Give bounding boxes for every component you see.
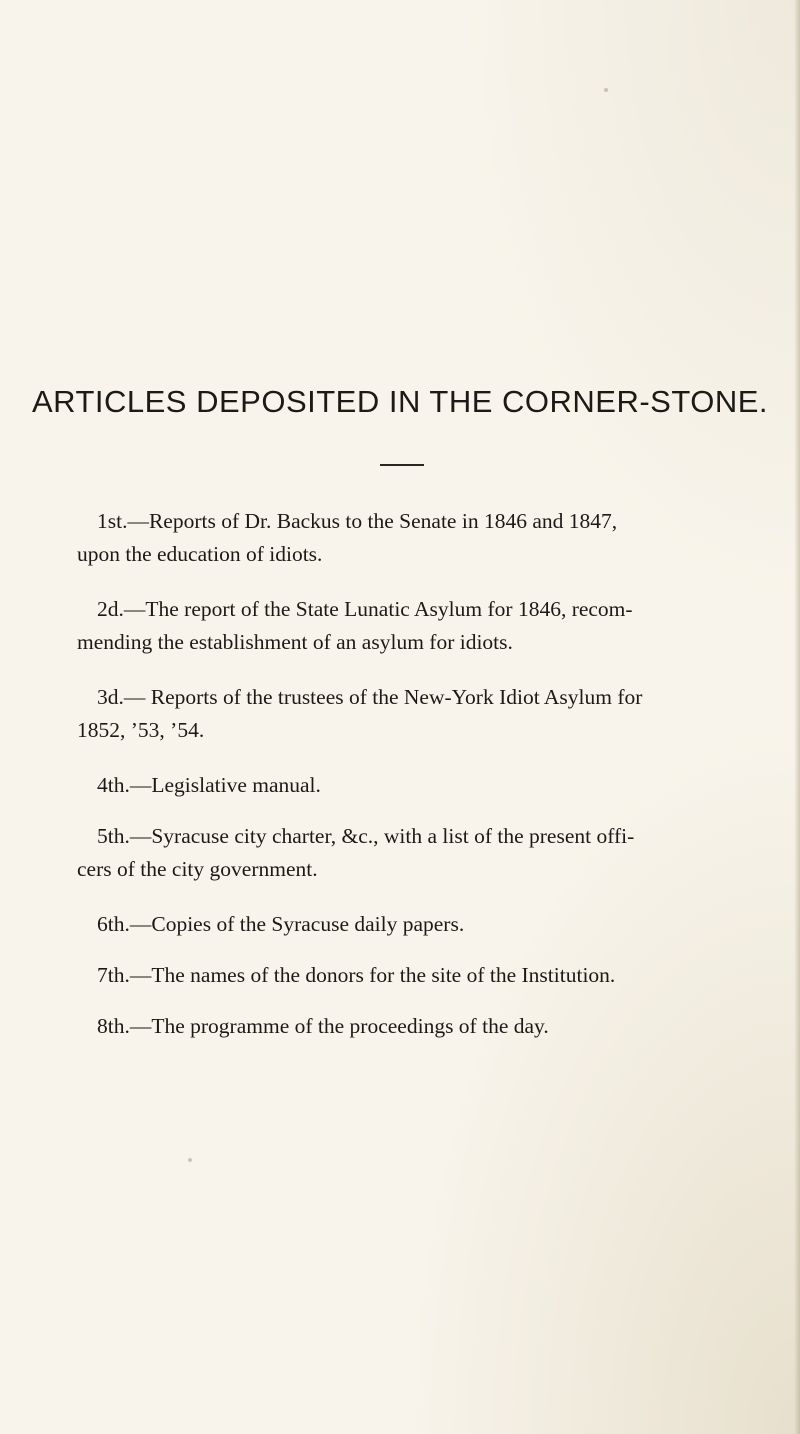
item-line: 1st.—Reports of Dr. Backus to the Senate in 1846 and 1847,	[97, 509, 618, 533]
list-item	[77, 681, 747, 747]
item-line: 3d.— Reports of the trustees of the New-York Idiot Asylum for	[97, 685, 643, 709]
item-line: upon the education of idiots.	[77, 542, 323, 566]
item-line: 5th.—Syracuse city charter, &c., with a list of the present offi-	[97, 824, 635, 848]
list-item	[77, 593, 747, 659]
list-item	[77, 820, 747, 886]
item-line: cers of the city government.	[77, 857, 318, 881]
page-heading: ARTICLES DEPOSITED IN THE CORNER-STONE.	[31, 384, 769, 419]
item-line: 1852, ’53, ’54.	[77, 718, 205, 742]
list-item	[77, 908, 747, 941]
paper-speck	[604, 88, 608, 92]
item-line: 8th.—The programme of the proceedings of the day.	[97, 1014, 549, 1038]
heading-rule	[380, 464, 424, 466]
item-line: 6th.—Copies of the Syracuse daily papers.	[97, 912, 465, 936]
item-line: 2d.—The report of the State Lunatic Asylum for 1846, recom-	[97, 597, 633, 621]
item-line: 4th.—Legislative manual.	[97, 773, 321, 797]
item-line: mending the establishment of an asylum for idiots.	[77, 630, 513, 654]
list-item	[77, 505, 747, 571]
page-edge-shadow	[794, 0, 800, 1434]
articles-list	[77, 505, 747, 1061]
list-item	[77, 769, 747, 802]
paper-speck	[188, 1158, 192, 1162]
list-item	[77, 959, 747, 992]
list-item	[77, 1010, 747, 1043]
item-line: 7th.—The names of the donors for the site of the Institution.	[97, 963, 616, 987]
